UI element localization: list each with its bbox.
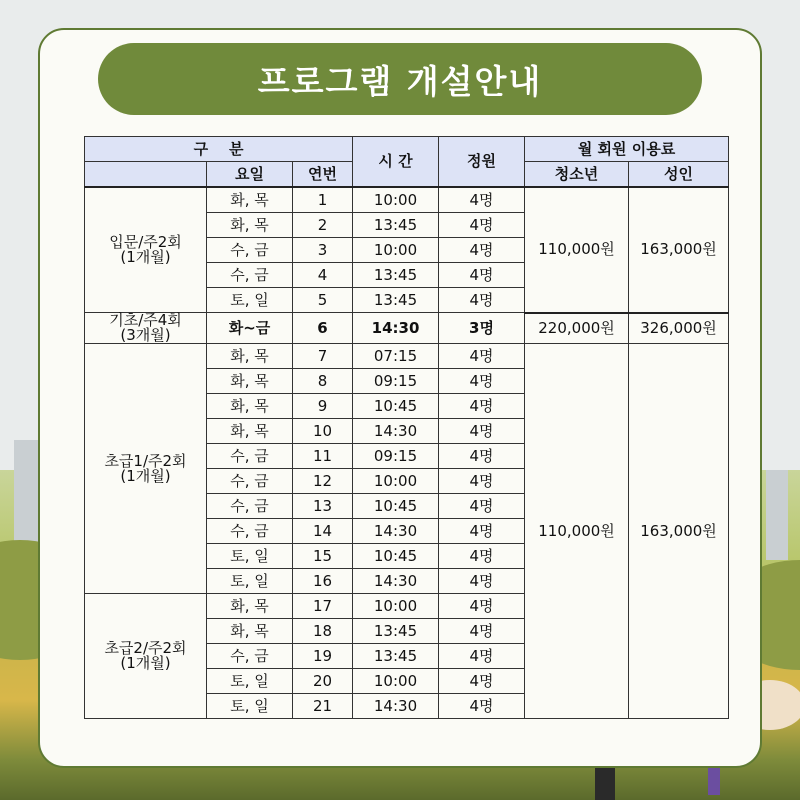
capacity-cell: 4명 [439,394,525,419]
day-cell: 수, 금 [207,469,293,494]
day-cell: 수, 금 [207,519,293,544]
capacity-cell: 4명 [439,619,525,644]
time-cell: 14:30 [353,519,439,544]
time-cell: 10:45 [353,544,439,569]
capacity-cell: 4명 [439,669,525,694]
group-duration: (1개월) [120,466,171,485]
day-cell: 화, 목 [207,344,293,369]
number-cell: 16 [293,569,353,594]
capacity-cell: 4명 [439,694,525,719]
adult-fee-cell: 163,000원 [629,344,729,719]
day-cell: 화, 목 [207,594,293,619]
number-cell: 9 [293,394,353,419]
youth-fee-cell: 110,000원 [525,344,629,719]
header-fee: 월 회원 이용료 [525,137,729,162]
day-cell: 화, 목 [207,394,293,419]
group-name-cell [85,594,207,719]
group-name: 초급2/주2회 [104,639,187,657]
day-cell: 수, 금 [207,444,293,469]
person-figure [708,765,720,795]
group-name: 기초/주4회 [109,311,182,329]
capacity-cell: 4명 [439,594,525,619]
time-cell: 10:45 [353,394,439,419]
time-cell: 14:30 [353,419,439,444]
capacity-cell: 4명 [439,644,525,669]
group-duration: (1개월) [120,248,171,266]
day-cell: 토, 일 [207,544,293,569]
number-cell: 8 [293,369,353,394]
youth-fee-cell: 110,000원 [525,187,629,313]
time-cell: 13:45 [353,288,439,313]
time-cell: 07:15 [353,344,439,369]
schedule-table [84,136,729,719]
day-cell: 화, 목 [207,187,293,213]
number-cell: 13 [293,494,353,519]
number-cell: 12 [293,469,353,494]
day-cell: 수, 금 [207,644,293,669]
number-cell: 3 [293,238,353,263]
header-youth: 청소년 [525,162,629,188]
capacity-cell: 4명 [439,288,525,313]
day-cell: 수, 금 [207,494,293,519]
time-cell: 10:00 [353,669,439,694]
number-cell: 2 [293,213,353,238]
capacity-cell: 4명 [439,569,525,594]
group-duration: (3개월) [120,326,171,344]
number-cell: 10 [293,419,353,444]
time-cell: 13:45 [353,213,439,238]
day-cell: 화~금 [207,313,293,344]
time-cell: 13:45 [353,644,439,669]
number-cell: 11 [293,444,353,469]
number-cell: 7 [293,344,353,369]
table-row [85,344,729,369]
time-cell: 10:00 [353,187,439,213]
capacity-cell: 4명 [439,519,525,544]
time-cell: 10:00 [353,238,439,263]
header-capacity: 정원 [439,137,525,188]
day-cell: 토, 일 [207,569,293,594]
time-cell: 10:00 [353,594,439,619]
header-adult: 성인 [629,162,729,188]
header-category: 구 분 [85,137,353,162]
day-cell: 토, 일 [207,288,293,313]
number-cell: 19 [293,644,353,669]
capacity-cell: 4명 [439,544,525,569]
day-cell: 화, 목 [207,419,293,444]
capacity-cell: 4명 [439,369,525,394]
group-name-cell [85,187,207,313]
adult-fee-cell: 326,000원 [629,313,729,344]
header-group-blank [85,162,207,188]
group-name: 입문/주2회 [109,233,182,251]
background-building [766,470,788,560]
header-number: 연번 [293,162,353,188]
time-cell: 09:15 [353,369,439,394]
table-row [85,187,729,213]
day-cell: 토, 일 [207,694,293,719]
capacity-cell: 4명 [439,469,525,494]
number-cell: 5 [293,288,353,313]
time-cell: 13:45 [353,263,439,288]
capacity-cell: 3명 [439,313,525,344]
group-name-cell [85,313,207,344]
number-cell: 14 [293,519,353,544]
time-cell: 14:30 [353,313,439,344]
number-cell: 20 [293,669,353,694]
number-cell: 15 [293,544,353,569]
capacity-cell: 4명 [439,344,525,369]
number-cell: 4 [293,263,353,288]
capacity-cell: 4명 [439,263,525,288]
capacity-cell: 4명 [439,494,525,519]
group-name: 초급1/주2회 [104,451,187,470]
number-cell: 6 [293,313,353,344]
capacity-cell: 4명 [439,238,525,263]
time-cell: 13:45 [353,619,439,644]
background-building [14,440,40,550]
capacity-cell: 4명 [439,213,525,238]
time-cell: 10:45 [353,494,439,519]
time-cell: 14:30 [353,569,439,594]
capacity-cell: 4명 [439,419,525,444]
capacity-cell: 4명 [439,444,525,469]
person-figure [595,765,615,800]
group-duration: (1개월) [120,654,171,672]
page-title: 프로그램 개설안내 [98,43,702,115]
time-cell: 10:00 [353,469,439,494]
time-cell: 14:30 [353,694,439,719]
day-cell: 화, 목 [207,619,293,644]
header-time: 시 간 [353,137,439,188]
number-cell: 21 [293,694,353,719]
adult-fee-cell: 163,000원 [629,187,729,313]
time-cell: 09:15 [353,444,439,469]
day-cell: 토, 일 [207,669,293,694]
youth-fee-cell: 220,000원 [525,313,629,344]
day-cell: 수, 금 [207,263,293,288]
group-name-cell [85,344,207,594]
day-cell: 수, 금 [207,238,293,263]
header-day: 요일 [207,162,293,188]
number-cell: 1 [293,187,353,213]
number-cell: 18 [293,619,353,644]
day-cell: 화, 목 [207,369,293,394]
table-row [85,313,729,344]
day-cell: 화, 목 [207,213,293,238]
number-cell: 17 [293,594,353,619]
capacity-cell: 4명 [439,187,525,213]
